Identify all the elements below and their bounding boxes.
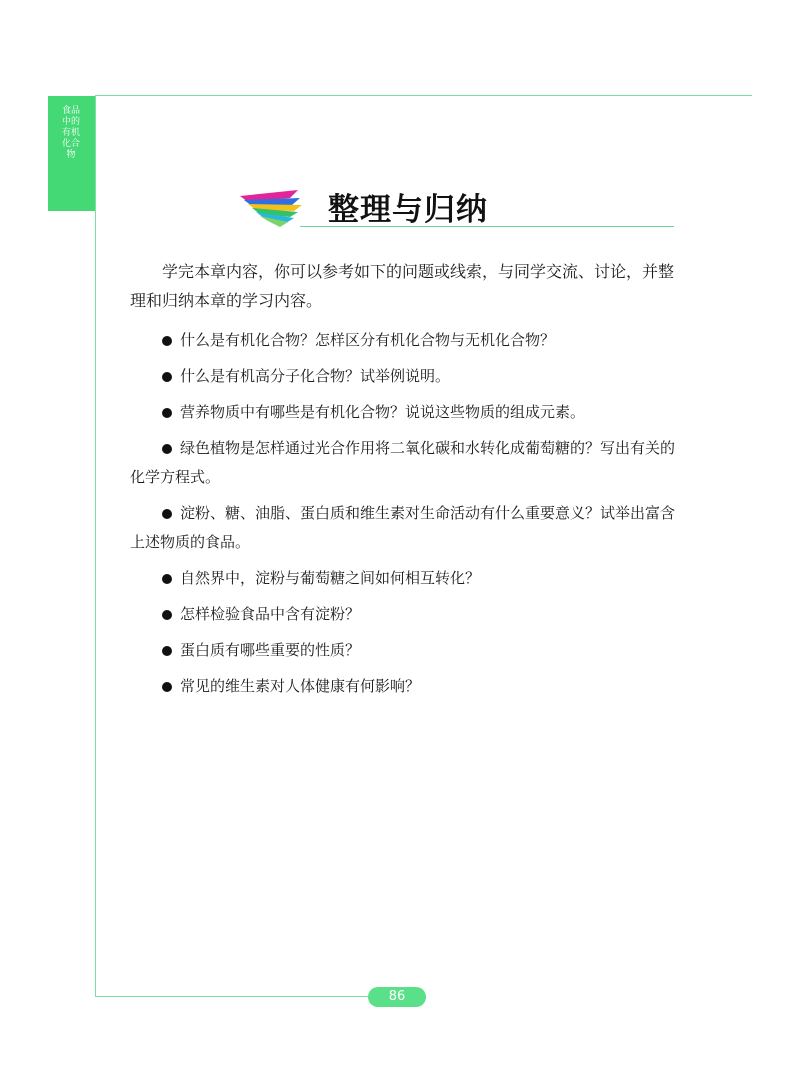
section-title: 整理与归纳 [328,192,488,228]
page-frame-left [95,95,96,997]
bullet-icon [162,646,172,656]
list-item-text: 绿色植物是怎样通过光合作用将二氧化碳和水转化成葡萄糖的？写出有关的化学方程式。 [130,439,676,486]
list-item [130,636,678,665]
layered-wedge-icon [238,186,308,228]
list-item [130,326,678,355]
list-item [130,564,678,593]
list-item-text: 怎样检验食品中含有淀粉？ [180,605,361,623]
list-item [130,600,678,629]
list-item-text: 蛋白质有哪些重要的性质？ [180,641,361,659]
list-item [130,362,678,391]
chapter-side-label: 食品中的有机化合物 [61,106,80,160]
list-item [130,434,678,492]
list-item-text: 常见的维生素对人体健康有何影响？ [180,677,421,695]
list-item-text: 淀粉、糖、油脂、蛋白质和维生素对生命活动有什么重要意义？试举出富含上述物质的食品。 [130,504,676,551]
bullet-icon [162,682,172,692]
bullet-icon [162,574,172,584]
bullet-icon [162,408,172,418]
page-frame-top [95,95,752,96]
list-item-text: 自然界中，淀粉与葡萄糖之间如何相互转化？ [180,569,481,587]
list-item-text: 营养物质中有哪些是有机化合物？说说这些物质的组成元素。 [180,403,586,421]
intro-paragraph: 学完本章内容，你可以参考如下的问题或线索，与同学交流、讨论，并整理和归纳本章的学习内容。 [130,262,675,310]
bullet-icon [162,372,172,382]
list-item-text: 什么是有机化合物？怎样区分有机化合物与无机化合物？ [180,331,556,349]
page-number: 86 [388,989,406,1004]
list-item [130,398,678,427]
review-question-list [130,326,678,708]
list-item [130,499,678,557]
list-item-text: 什么是有机高分子化合物？试举例说明。 [180,367,451,385]
bullet-icon [162,610,172,620]
list-item [130,672,678,701]
section-title-rule [300,226,674,227]
bullet-icon [162,444,172,454]
bullet-icon [162,336,172,346]
bullet-icon [162,509,172,519]
